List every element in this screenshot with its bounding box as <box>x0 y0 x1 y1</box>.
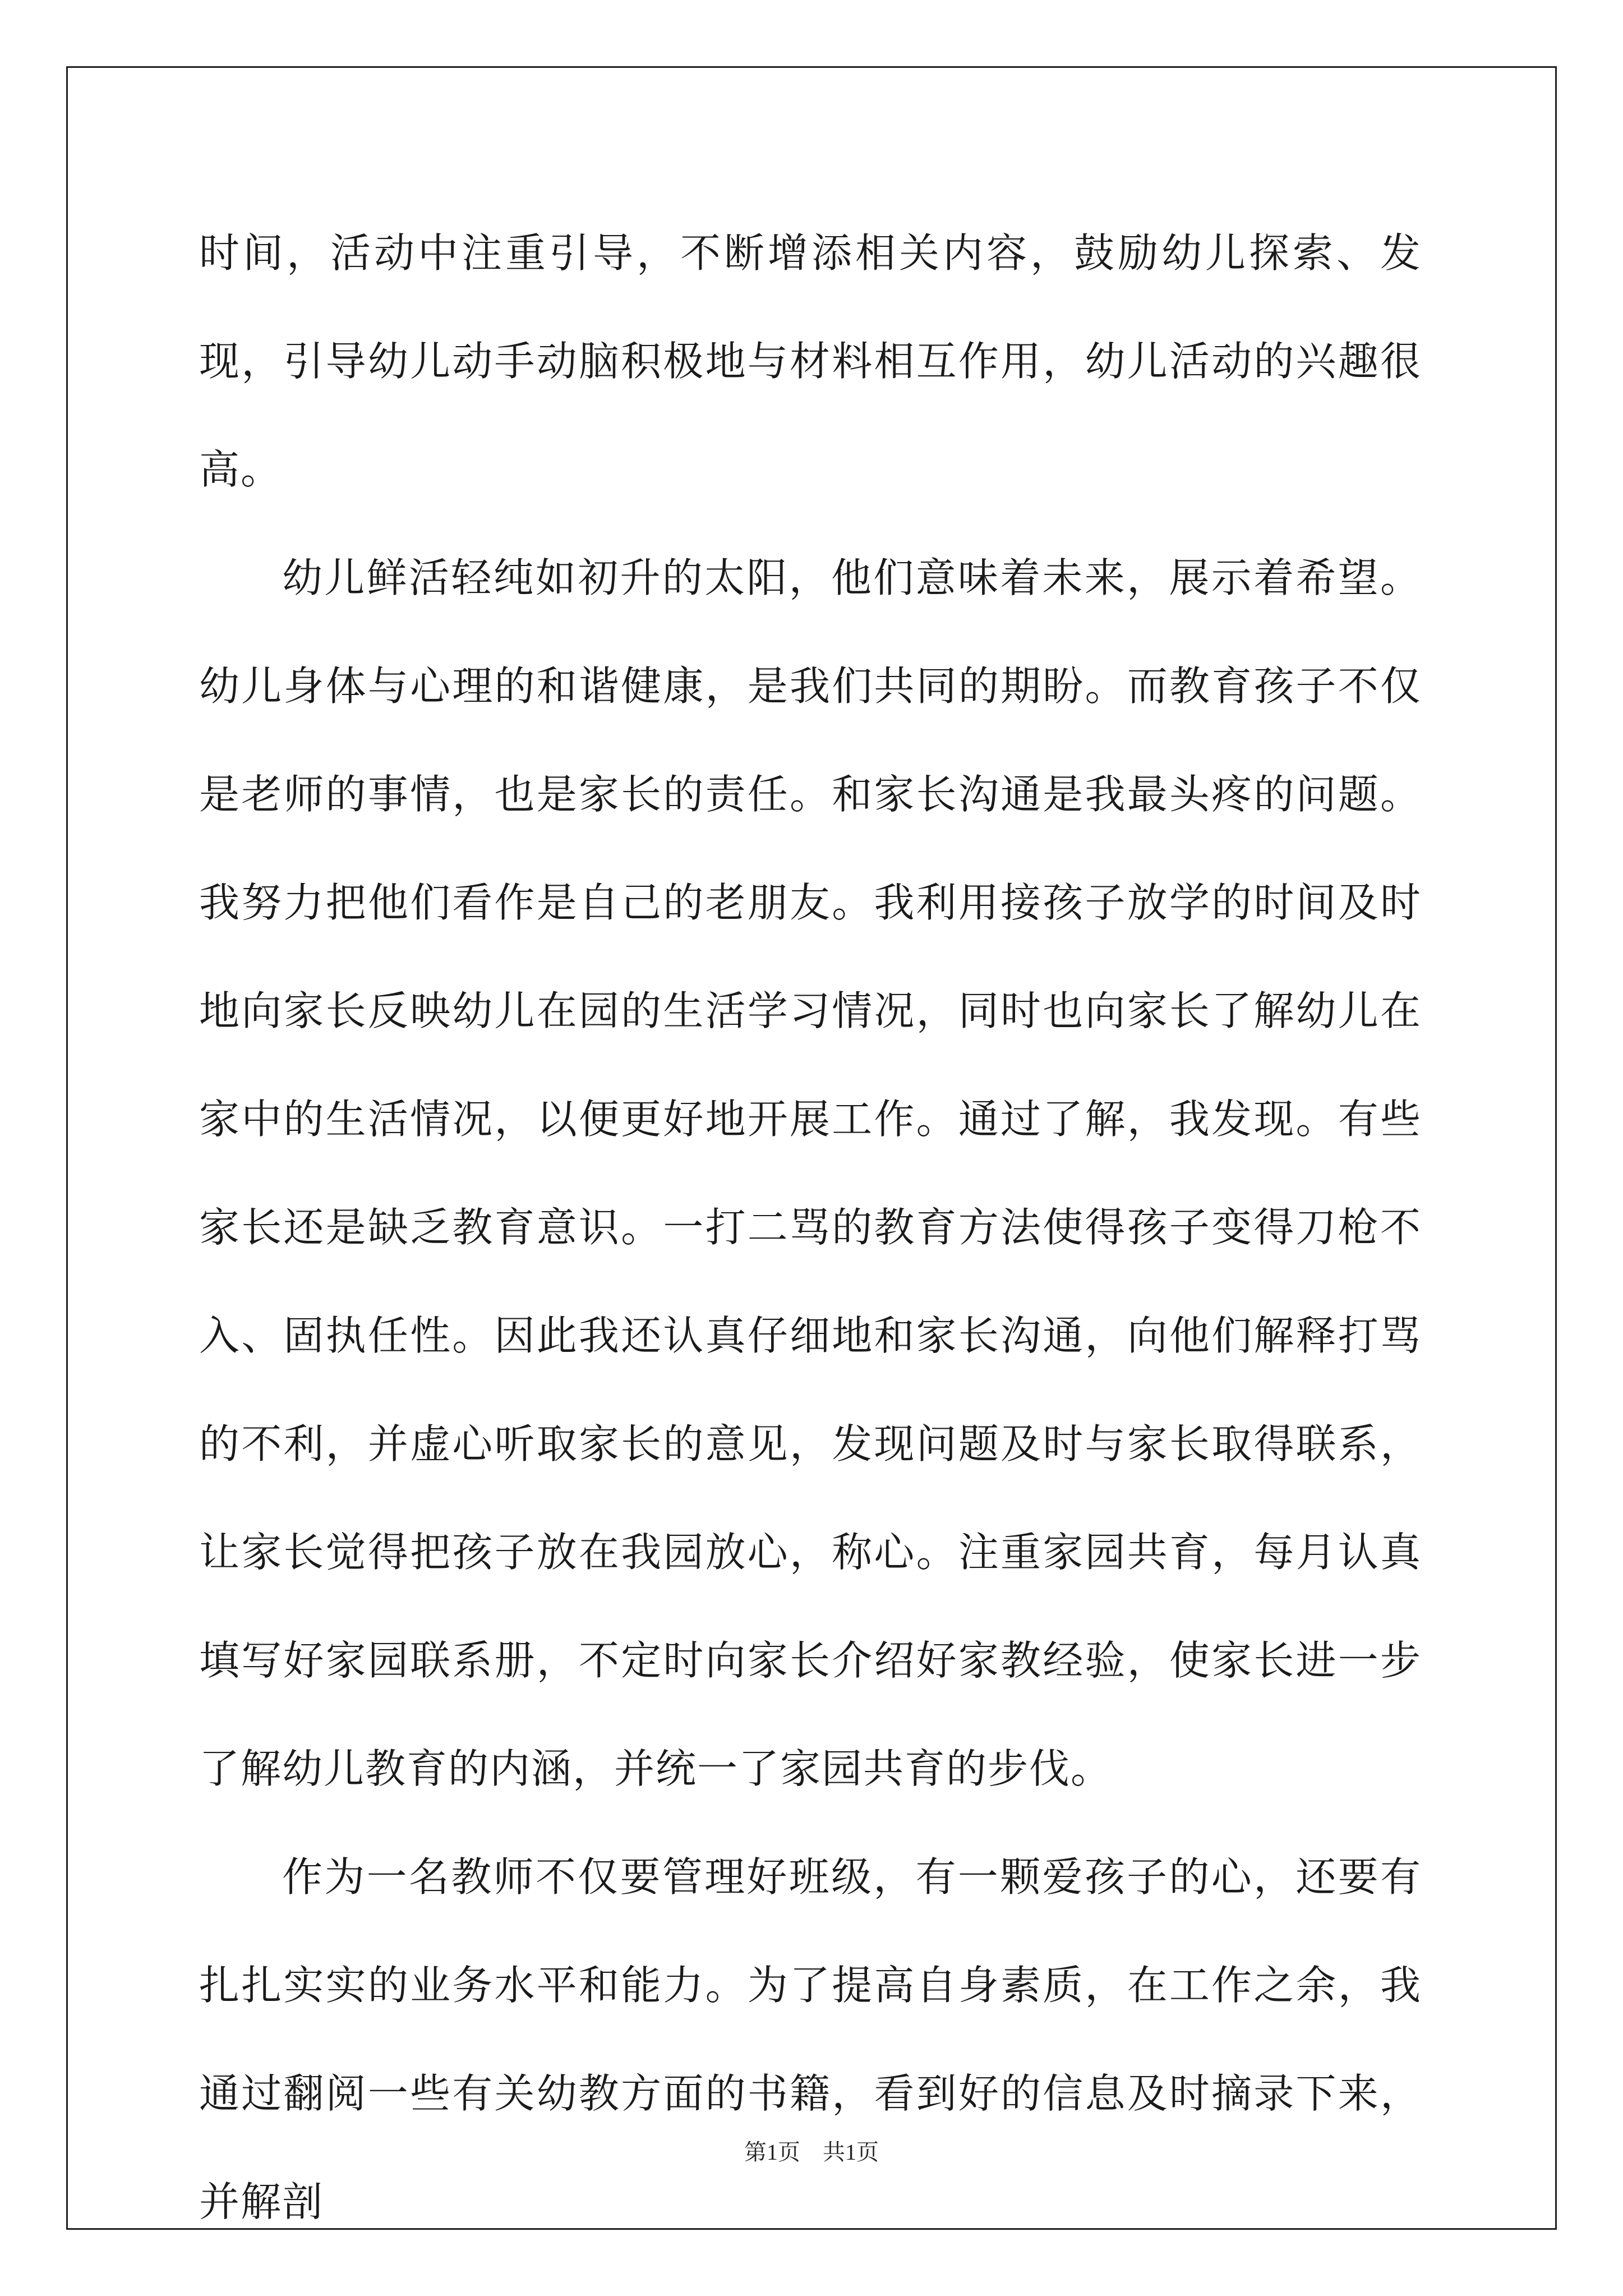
document-body <box>199 199 1422 2256</box>
paragraph-3: 作为一名教师不仅要管理好班级，有一颗爱孩子的心，还要有扎扎实实的业务水平和能力。为了提高自身素质，在工作之余，我通过翻阅一些有关幼教方面的书籍，看到好的信息及时摘录下来，并解剖 <box>199 1853 1422 2225</box>
paragraph-1: 时间，活动中注重引导，不断增添相关内容，鼓励幼儿探索、发现，引导幼儿动手动脑积极地与材料相互作用，幼儿活动的兴趣很高。 <box>199 229 1422 493</box>
page-number-label: 第1页 共1页 <box>744 2139 879 2165</box>
page-footer <box>0 2138 1623 2166</box>
paragraph-2: 幼儿鲜活轻纯如初升的太阳，他们意味着未来，展示着希望。幼儿身体与心理的和谐健康，是我们共同的期盼。而教育孩子不仅是老师的事情，也是家长的责任。和家长沟通是我最头疼的问题。我努力把他们看作是自己的老朋友。我利用接孩子放学的时间及时地向家长反映幼儿在园的生活学习情况，同时也向家长了解幼儿在家中的生活情况，以便更好地开展工作。通过了解，我发现。有些家长还是缺乏教育意识。一打二骂的教育方法使得孩子变得刀枪不入、固执任性。因此我还认真仔细地和家长沟通，向他们解释打骂的不利，并虚心听取家长的意见，发现问题及时与家长取得联系，让家长觉得把孩子放在我园放心，称心。注重家园共育，每月认真填写好家园联系册，不定时向家长介绍好家教经验，使家长进一步了解幼儿教育的内涵，并统一了家园共育的步伐。 <box>199 554 1422 1792</box>
